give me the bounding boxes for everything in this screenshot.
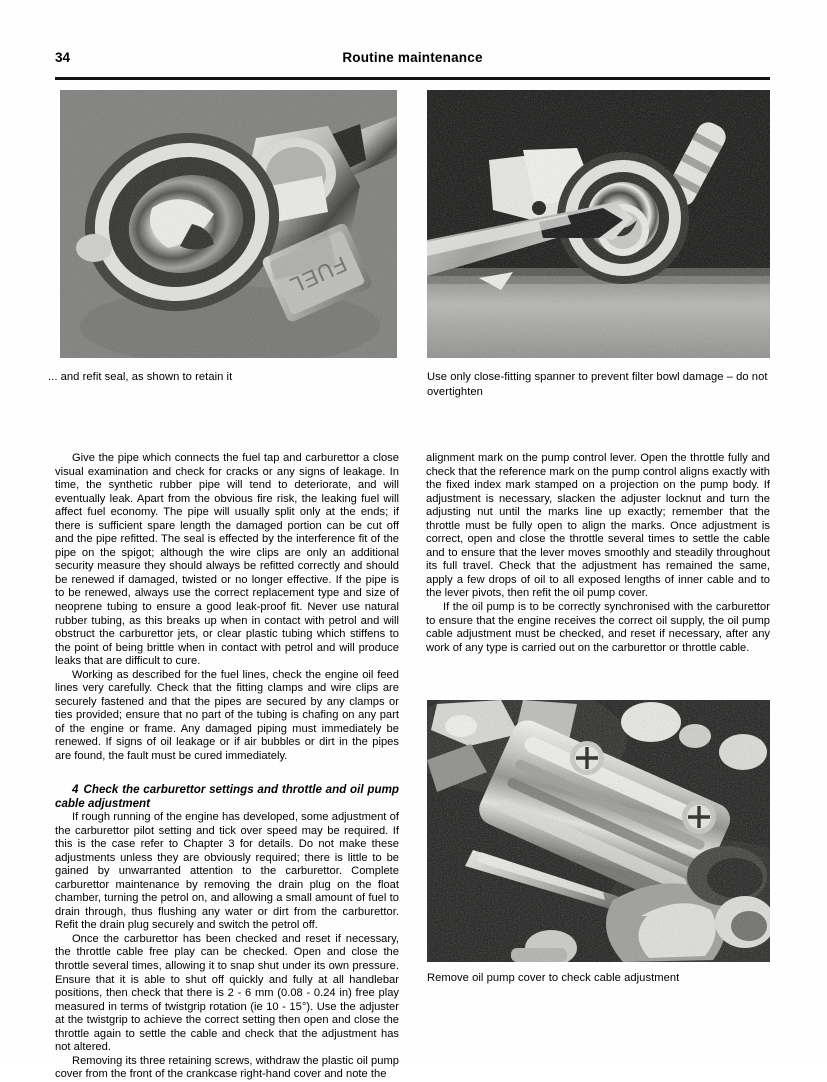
header-rule <box>55 77 770 80</box>
photo-filter-bowl-spanner <box>427 90 770 358</box>
paragraph: If rough running of the engine has developed, some adjustment of the carburettor pilot setting and tick over speed may be required. If this is the case refer to Chapter 3 for details. Do not make these adjustments unless they are obviously required; there is little to be gained by unwarranted attention to the carburettor. Complete carburettor maintenance by removing the drain plug on the float chamber, turning the petrol on, and allowing a small amount of fuel to drain through, thus flushing any water or dirt from the carburettor. Refit the drain plug securely and switch the petrol off. <box>55 810 399 932</box>
page-header <box>55 50 770 76</box>
caption-fuel-tap-seal: ... and refit seal, as shown to retain it <box>48 371 233 383</box>
page-number: 34 <box>55 50 71 65</box>
photo-oil-pump-cover <box>427 700 770 962</box>
paragraph: Once the carburettor has been checked and reset if necessary, the throttle cable free play can be checked. Open and close the throttle several times, allowing it to snap shut under its own pressure. Ensure that it is able to shut off quickly and fully at all handlebar positions, then check that there is 2 - 6 mm (0.08 - 0.24 in) free play measured in terms of twistgrip rotation (ie 10 - 15°). Use the adjuster at the twistgrip to achieve the correct setting then open and close the throttle again to settle the cable and check that the adjustment has not altered. <box>55 932 399 1054</box>
paragraph: If the oil pump is to be correctly synchronised with the carburettor to ensure that the engine receives the correct oil supply, the oil pump cable adjustment must be checked, and reset if necessary, after any work of any type is carried out on the carburettor or throttle cable. <box>426 601 770 654</box>
caption-oil-pump-cover: Remove oil pump cover to check cable adjustment <box>427 972 680 984</box>
paragraph: Removing its three retaining screws, withdraw the plastic oil pump cover from the front of the crankcase right-hand cover and note the <box>55 1054 399 1081</box>
photo-filter-bowl-spanner-art <box>427 90 770 358</box>
caption-filter-bowl-spanner: Use only close-fitting spanner to prevent filter bowl damage – do not overtighten <box>427 371 768 398</box>
section-title: Check the carburettor settings and throttle and oil pump cable adjustment <box>55 782 399 810</box>
paragraph-continued: alignment mark on the pump control lever. Open the throttle fully and check that the reference mark on the pump control aligns exactly with the fixed index mark stamped on a projection on the pump body. If adjustment is necessary, slacken the adjuster locknut and turn the adjusting nut until the marks line up exactly; remember that the throttle must be fully open to align the marks. Once adjustment is correct, open and close the throttle several times to settle the cable and to ensure that the lever moves smoothly and steadily throughout its full travel. Check that the adjustment has remained the same, apply a few drops of oil to all exposed lengths of inner cable and to the lever pivots, then refit the oil pump cover. <box>426 452 770 600</box>
paragraph: Give the pipe which connects the fuel tap and carburettor a close visual examination and check for cracks or any signs of leakage. In time, the synthetic rubber pipe will tend to deteriorate, and will eventually leak. Apart from the obvious fire risk, the leaking fuel will affect fuel economy. The pipe will usually split only at the ends; if there is sufficient spare length the damaged portion can be cut off and the pipe refitted. The seal is effected by the interference fit of the pipe on the spigot; although the wire clips are only an additional security measure they should always be refitted correctly and should be renewed if damaged, twisted or no longer effective. If the pipe is to be renewed, always use the correct replacement type and size of neoprene tubing to ensure a good leak-proof fit. Never use natural rubber tubing, as this breaks up when in contact with petrol and will obstruct the carburettor jets, or clear plastic tubing which stiffens to the point of being brittle when in contact with petrol and will produce leaks that are difficult to cure. <box>55 452 399 668</box>
section-number: 4 <box>72 782 79 796</box>
photo-oil-pump-cover-art <box>427 700 770 962</box>
section-heading <box>55 764 399 811</box>
photo-fuel-tap-seal-art <box>60 90 397 358</box>
photo-fuel-tap-seal <box>60 90 397 358</box>
paragraph: Working as described for the fuel lines, check the engine oil feed lines very carefully. Check that the fitting clamps and wire clips are securely fastened and that the pipes are secured by any clamps or ties provided; ensure that no part of the tubing is chafing on any part of the engine or frame. Any damaged piping must immediately be renewed. If signs of oil leakage or if air bubbles or dirt in the pipes are found, the fault must be cured immediately. <box>55 668 399 763</box>
running-head: Routine maintenance <box>342 50 483 65</box>
body-column-left <box>55 452 399 1082</box>
body-column-right <box>426 452 770 655</box>
